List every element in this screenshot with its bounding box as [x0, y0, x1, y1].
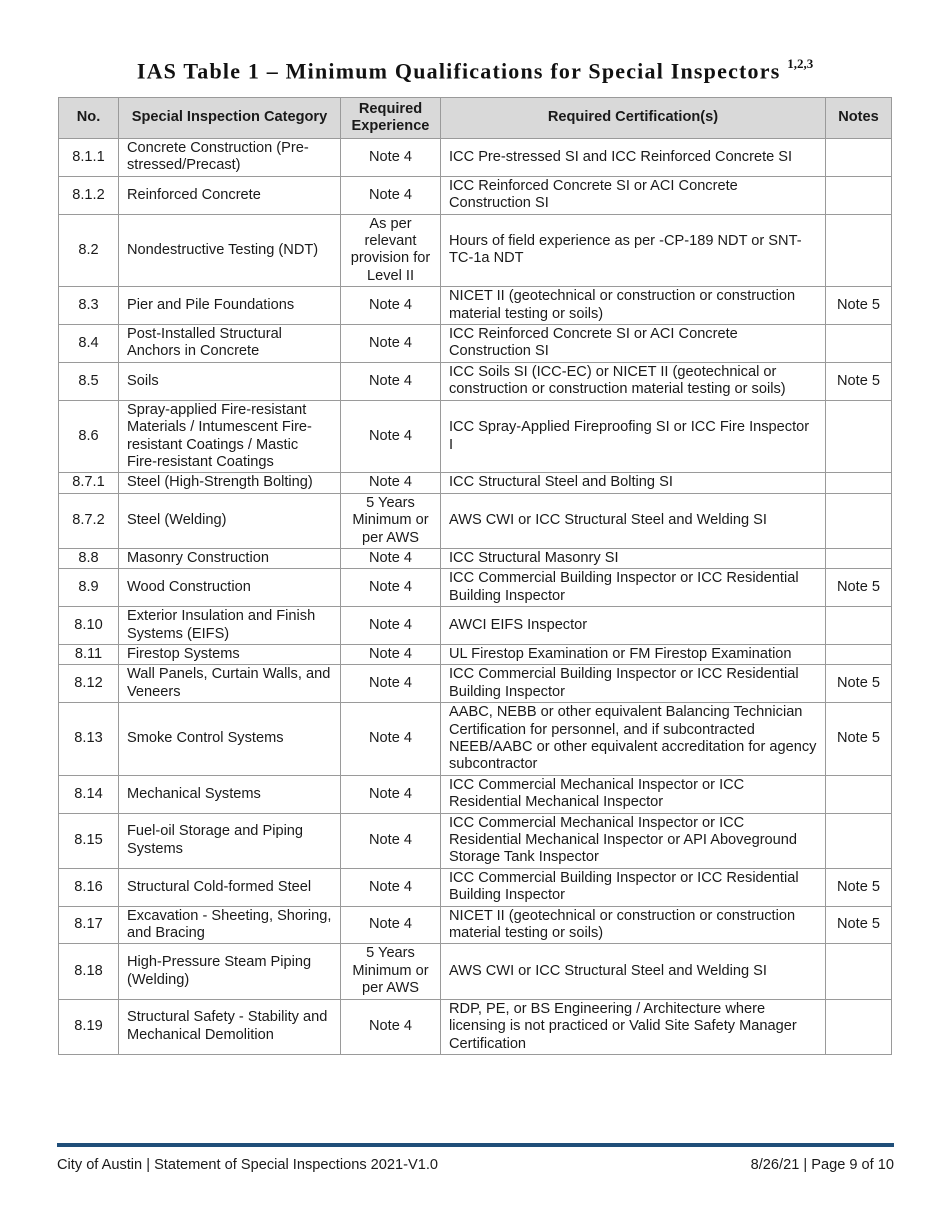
table-row — [59, 493, 892, 548]
cell-notes — [826, 400, 892, 473]
cell-category: Mechanical Systems — [119, 775, 341, 813]
table-header-row — [59, 98, 892, 139]
cell-certification: AABC, NEBB or other equivalent Balancing Technician Certification for personnel, and if subcontracted NEEB/AABC or other equivalent accreditation for agency subcontractor — [441, 703, 826, 776]
table-row — [59, 703, 892, 776]
cell-notes — [826, 944, 892, 999]
cell-experience: Note 4 — [341, 665, 441, 703]
cell-notes — [826, 325, 892, 363]
page-title-text: IAS Table 1 – Minimum Qualifications for Special Inspectors — [136, 58, 781, 84]
cell-notes: Note 5 — [826, 287, 892, 325]
cell-experience: Note 4 — [341, 999, 441, 1054]
cell-experience: Note 4 — [341, 569, 441, 607]
cell-category: Soils — [119, 362, 341, 400]
cell-notes: Note 5 — [826, 868, 892, 906]
cell-experience: Note 4 — [341, 644, 441, 664]
cell-notes — [826, 607, 892, 645]
cell-no: 8.18 — [59, 944, 119, 999]
cell-category: Wall Panels, Curtain Walls, and Veneers — [119, 665, 341, 703]
cell-category: Spray-applied Fire-resistant Materials / Intumescent Fire-resistant Coatings / Mastic Fire-resistant Coatings — [119, 400, 341, 473]
cell-certification: AWCI EIFS Inspector — [441, 607, 826, 645]
cell-certification: NICET II (geotechnical or construction or construction material testing or soils) — [441, 906, 826, 944]
cell-no: 8.11 — [59, 644, 119, 664]
cell-category: Exterior Insulation and Finish Systems (EIFS) — [119, 607, 341, 645]
cell-experience: Note 4 — [341, 287, 441, 325]
cell-notes — [826, 775, 892, 813]
cell-notes — [826, 214, 892, 287]
cell-experience: Note 4 — [341, 176, 441, 214]
table-row — [59, 400, 892, 473]
table-body — [59, 139, 892, 1055]
cell-no: 8.9 — [59, 569, 119, 607]
table-row — [59, 607, 892, 645]
cell-category: Wood Construction — [119, 569, 341, 607]
cell-experience: Note 4 — [341, 362, 441, 400]
cell-notes — [826, 139, 892, 177]
cell-category: High-Pressure Steam Piping (Welding) — [119, 944, 341, 999]
footer-date-page: 8/26/21 | Page 9 of 10 — [750, 1157, 894, 1173]
cell-experience: 5 Years Minimum or per AWS — [341, 493, 441, 548]
cell-no: 8.7.2 — [59, 493, 119, 548]
cell-certification: NICET II (geotechnical or construction or construction material testing or soils) — [441, 287, 826, 325]
cell-no: 8.13 — [59, 703, 119, 776]
cell-category: Steel (High-Strength Bolting) — [119, 473, 341, 493]
cell-notes: Note 5 — [826, 569, 892, 607]
cell-notes — [826, 493, 892, 548]
cell-no: 8.17 — [59, 906, 119, 944]
table-row — [59, 139, 892, 177]
cell-certification: AWS CWI or ICC Structural Steel and Welding SI — [441, 944, 826, 999]
table-row — [59, 868, 892, 906]
footer-document-title: City of Austin | Statement of Special Inspections 2021-V1.0 — [57, 1157, 439, 1173]
header-no: No. — [59, 98, 119, 139]
cell-category: Structural Safety - Stability and Mechanical Demolition — [119, 999, 341, 1054]
cell-category: Nondestructive Testing (NDT) — [119, 214, 341, 287]
table-row — [59, 644, 892, 664]
cell-no: 8.15 — [59, 813, 119, 868]
cell-no: 8.6 — [59, 400, 119, 473]
table-row — [59, 665, 892, 703]
table-row — [59, 906, 892, 944]
cell-experience: Note 4 — [341, 906, 441, 944]
cell-no: 8.4 — [59, 325, 119, 363]
cell-category: Post-Installed Structural Anchors in Concrete — [119, 325, 341, 363]
cell-experience: Note 4 — [341, 325, 441, 363]
cell-notes: Note 5 — [826, 906, 892, 944]
header-certification: Required Certification(s) — [441, 98, 826, 139]
cell-category: Smoke Control Systems — [119, 703, 341, 776]
header-notes: Notes — [826, 98, 892, 139]
cell-no: 8.1.1 — [59, 139, 119, 177]
cell-certification: UL Firestop Examination or FM Firestop Examination — [441, 644, 826, 664]
cell-certification: ICC Commercial Mechanical Inspector or ICC Residential Mechanical Inspector — [441, 775, 826, 813]
cell-experience: Note 4 — [341, 400, 441, 473]
cell-certification: Hours of field experience as per -CP-189 NDT or SNT-TC-1a NDT — [441, 214, 826, 287]
cell-category: Firestop Systems — [119, 644, 341, 664]
table-row — [59, 775, 892, 813]
table-row — [59, 176, 892, 214]
cell-notes — [826, 176, 892, 214]
cell-experience: Note 4 — [341, 473, 441, 493]
table-row — [59, 362, 892, 400]
cell-category: Masonry Construction — [119, 548, 341, 568]
cell-no: 8.14 — [59, 775, 119, 813]
cell-experience: Note 4 — [341, 813, 441, 868]
cell-no: 8.10 — [59, 607, 119, 645]
cell-notes — [826, 644, 892, 664]
cell-notes: Note 5 — [826, 665, 892, 703]
title-footnote-refs: 1,2,3 — [787, 56, 814, 71]
cell-certification: ICC Pre-stressed SI and ICC Reinforced Concrete SI — [441, 139, 826, 177]
cell-no: 8.12 — [59, 665, 119, 703]
cell-experience: Note 4 — [341, 703, 441, 776]
cell-category: Concrete Construction (Pre-stressed/Precast) — [119, 139, 341, 177]
cell-experience: Note 4 — [341, 868, 441, 906]
cell-no: 8.3 — [59, 287, 119, 325]
cell-no: 8.8 — [59, 548, 119, 568]
cell-certification: ICC Structural Masonry SI — [441, 548, 826, 568]
table-row — [59, 548, 892, 568]
cell-notes — [826, 548, 892, 568]
header-category: Special Inspection Category — [119, 98, 341, 139]
cell-certification: RDP, PE, or BS Engineering / Architecture where licensing is not practiced or Valid Site Safety Manager Certification — [441, 999, 826, 1054]
cell-notes: Note 5 — [826, 703, 892, 776]
table-row — [59, 473, 892, 493]
header-experience: Required Experience — [341, 98, 441, 139]
cell-notes — [826, 813, 892, 868]
cell-experience: As per relevant provision for Level II — [341, 214, 441, 287]
table-row — [59, 325, 892, 363]
cell-certification: AWS CWI or ICC Structural Steel and Welding SI — [441, 493, 826, 548]
cell-no: 8.5 — [59, 362, 119, 400]
cell-certification: ICC Soils SI (ICC-EC) or NICET II (geotechnical or construction or construction material testing or soils) — [441, 362, 826, 400]
cell-certification: ICC Reinforced Concrete SI or ACI Concrete Construction SI — [441, 325, 826, 363]
cell-category: Fuel-oil Storage and Piping Systems — [119, 813, 341, 868]
table-row — [59, 813, 892, 868]
cell-certification: ICC Commercial Mechanical Inspector or ICC Residential Mechanical Inspector or API Aboveground Storage Tank Inspector — [441, 813, 826, 868]
cell-certification: ICC Structural Steel and Bolting SI — [441, 473, 826, 493]
cell-certification: ICC Reinforced Concrete SI or ACI Concrete Construction SI — [441, 176, 826, 214]
cell-notes — [826, 999, 892, 1054]
cell-category: Pier and Pile Foundations — [119, 287, 341, 325]
cell-no: 8.2 — [59, 214, 119, 287]
cell-experience: Note 4 — [341, 548, 441, 568]
cell-experience: Note 4 — [341, 607, 441, 645]
cell-no: 8.7.1 — [59, 473, 119, 493]
table-row — [59, 287, 892, 325]
cell-category: Structural Cold-formed Steel — [119, 868, 341, 906]
cell-experience: Note 4 — [341, 139, 441, 177]
cell-certification: ICC Commercial Building Inspector or ICC Residential Building Inspector — [441, 569, 826, 607]
footer-divider — [57, 1143, 894, 1147]
table-row — [59, 214, 892, 287]
cell-no: 8.1.2 — [59, 176, 119, 214]
cell-category: Reinforced Concrete — [119, 176, 341, 214]
cell-no: 8.19 — [59, 999, 119, 1054]
cell-notes: Note 5 — [826, 362, 892, 400]
page-title — [0, 58, 950, 84]
cell-certification: ICC Commercial Building Inspector or ICC Residential Building Inspector — [441, 665, 826, 703]
table-row — [59, 944, 892, 999]
table-row — [59, 999, 892, 1054]
qualifications-table — [58, 97, 892, 1055]
cell-notes — [826, 473, 892, 493]
cell-experience: 5 Years Minimum or per AWS — [341, 944, 441, 999]
cell-no: 8.16 — [59, 868, 119, 906]
cell-experience: Note 4 — [341, 775, 441, 813]
table-row — [59, 569, 892, 607]
cell-category: Steel (Welding) — [119, 493, 341, 548]
cell-category: Excavation - Sheeting, Shoring, and Bracing — [119, 906, 341, 944]
cell-certification: ICC Spray-Applied Fireproofing SI or ICC Fire Inspector I — [441, 400, 826, 473]
cell-certification: ICC Commercial Building Inspector or ICC Residential Building Inspector — [441, 868, 826, 906]
